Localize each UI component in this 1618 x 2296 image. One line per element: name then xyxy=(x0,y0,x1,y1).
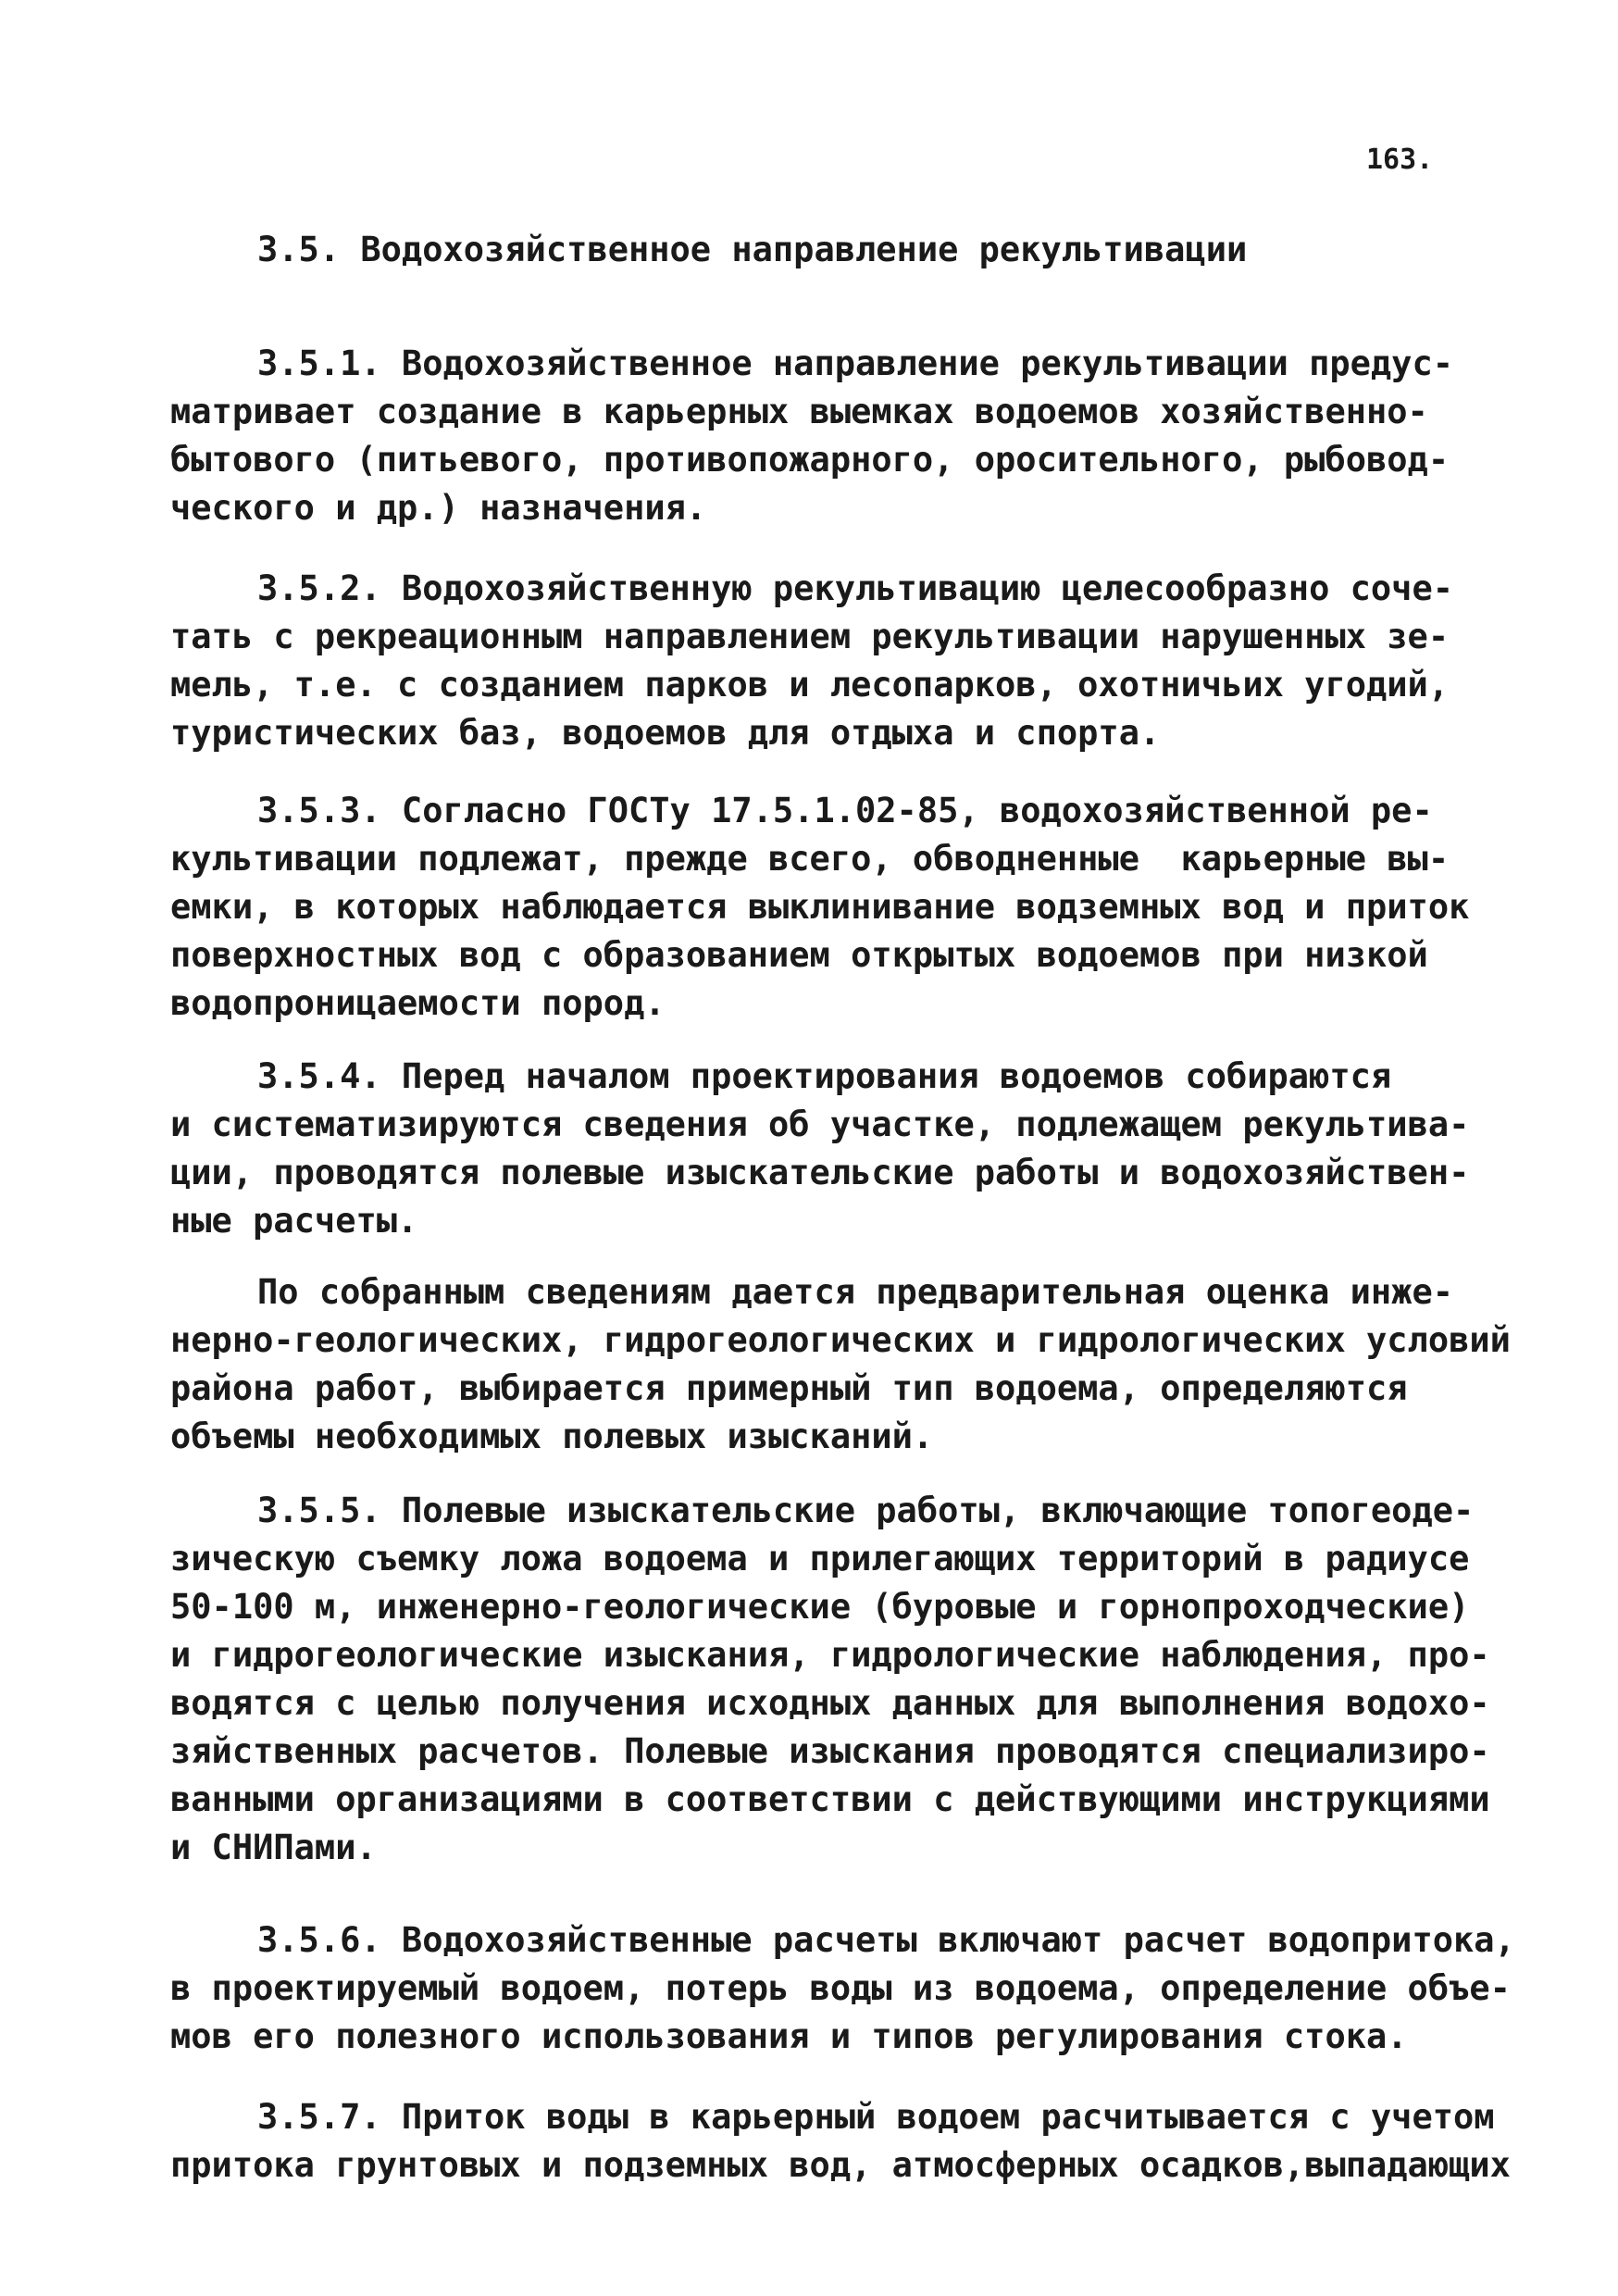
text-line: По собранным сведениям дается предварительная оценка инже- xyxy=(257,1272,1454,1312)
text-line: района работ, выбирается примерный тип водоема, определяются xyxy=(170,1368,1408,1408)
paragraph-3-5-5 xyxy=(170,1487,1490,1872)
text-line: ванными организациями в соответствии с действующими инструкциями xyxy=(170,1779,1490,1819)
text-line: нерно-геологических, гидрогеологических и гидрологических условий xyxy=(170,1320,1511,1360)
text-line: зяйственных расчетов. Полевые изыскания проводятся специализиро- xyxy=(170,1731,1490,1771)
text-line: культивации подлежат, прежде всего, обводненные карьерные вы- xyxy=(170,839,1450,879)
text-line: матривает создание в карьерных выемках водоемов хозяйственно- xyxy=(170,392,1428,431)
text-line: мель, т.е. с созданием парков и лесопарков, охотничьих угодий, xyxy=(170,665,1450,705)
paragraph-survey-assessment xyxy=(170,1268,1511,1461)
text-line: 3.5.6. Водохозяйственные расчеты включают расчет водопритока, xyxy=(257,1920,1515,1960)
text-line: и СНИПами. xyxy=(170,1828,377,1867)
text-line: 3.5.5. Полевые изыскательские работы, включающие топогеоде- xyxy=(257,1491,1475,1530)
text-line: емки, в которых наблюдается выклинивание водземных вод и приток xyxy=(170,887,1470,927)
text-line: ции, проводятся полевые изыскательские работы и водохозяйствен- xyxy=(170,1153,1470,1192)
text-line: мов его полезного использования и типов регулирования стока. xyxy=(170,2016,1408,2056)
text-line: 3.5.1. Водохозяйственное направление рекультивации предус- xyxy=(257,343,1454,383)
text-line: и гидрогеологические изыскания, гидрологические наблюдения, про- xyxy=(170,1635,1490,1675)
text-line: бытового (питьевого, противопожарного, оросительного, рыбовод- xyxy=(170,440,1450,480)
text-line: водопроницаемости пород. xyxy=(170,983,666,1023)
text-line: ные расчеты. xyxy=(170,1201,418,1241)
paragraph-3-5-6 xyxy=(170,1916,1515,2061)
paragraph-3-5-7 xyxy=(170,2093,1511,2190)
text-line: 3.5.4. Перед началом проектирования водоемов собираются xyxy=(257,1056,1392,1096)
text-line: зическую съемку ложа водоема и прилегающих территорий в радиусе xyxy=(170,1539,1470,1578)
paragraph-3-5-4 xyxy=(170,1053,1470,1245)
text-line: в проектируемый водоем, потерь воды из водоема, определение объе- xyxy=(170,1968,1511,2008)
page-number: 163. xyxy=(1366,144,1434,176)
paragraph-3-5-2 xyxy=(170,565,1466,757)
text-line: притока грунтовых и подземных вод, атмосферных осадков,выпадающих xyxy=(170,2145,1511,2185)
text-line: и систематизируются сведения об участке, подлежащем рекультива- xyxy=(170,1104,1470,1144)
text-line: ческого и др.) назначения. xyxy=(170,488,707,528)
text-line: объемы необходимых полевых изысканий. xyxy=(170,1416,934,1456)
text-line: водятся с целью получения исходных данных для выполнения водохо- xyxy=(170,1683,1490,1723)
paragraph-3-5-3 xyxy=(170,787,1470,1028)
section-heading: 3.5. Водохозяйственное направление рекультивации xyxy=(257,230,1248,269)
text-line: туристических баз, водоемов для отдыха и спорта. xyxy=(170,713,1161,753)
text-line: 3.5.3. Согласно ГОСТу 17.5.1.02-85, водохозяйственной ре- xyxy=(257,791,1433,830)
paragraph-3-5-1 xyxy=(170,340,1466,532)
text-line: тать с рекреационным направлением рекультивации нарушенных зе- xyxy=(170,617,1450,656)
text-line: 3.5.7. Приток воды в карьерный водоем расчитывается с учетом xyxy=(257,2097,1495,2137)
text-line: поверхностных вод с образованием открытых водоемов при низкой xyxy=(170,935,1428,975)
text-line: 3.5.2. Водохозяйственную рекультивацию целесообразно соче- xyxy=(257,568,1454,608)
text-line: 50-100 м, инженерно-геологические (буровые и горнопроходческие) xyxy=(170,1587,1470,1627)
